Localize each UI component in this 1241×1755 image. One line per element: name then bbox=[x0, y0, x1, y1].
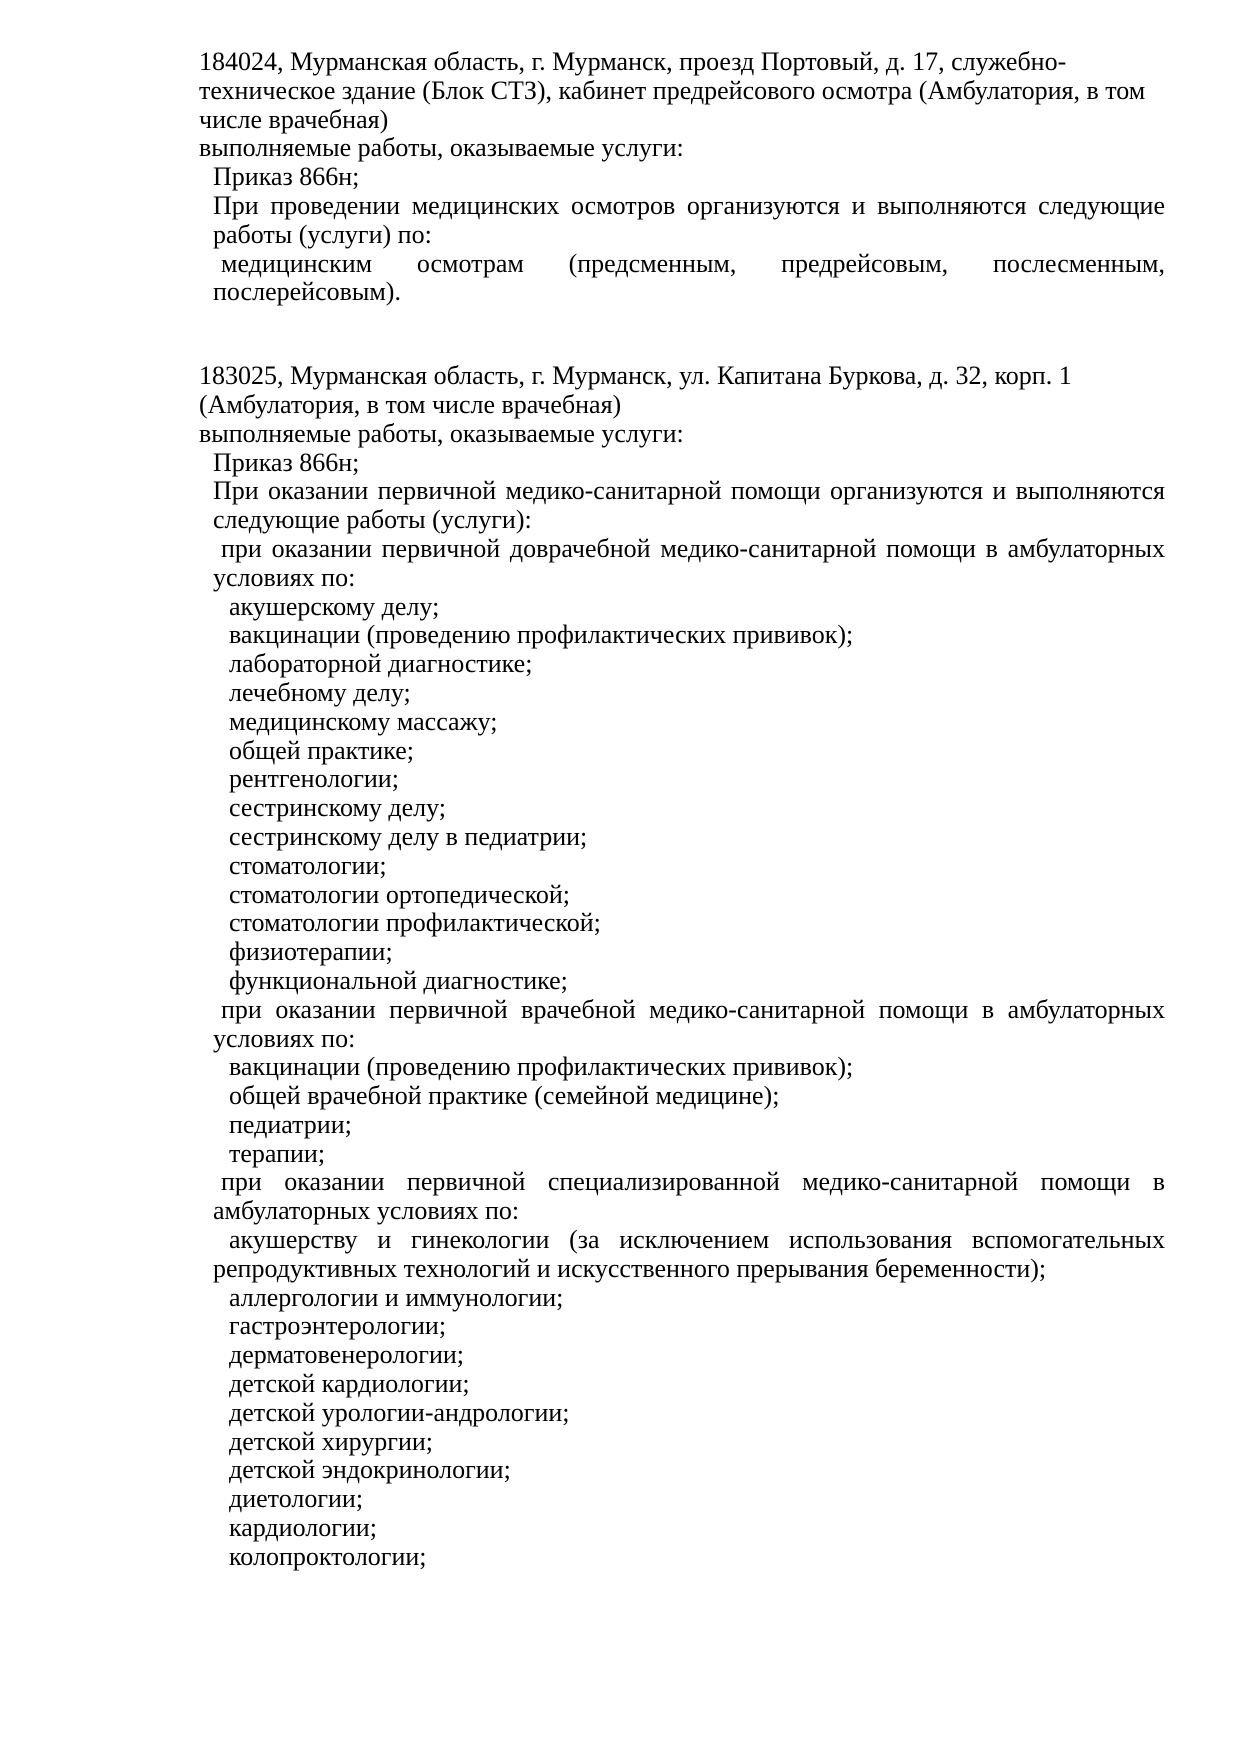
document-line: репродуктивных технологий и искусственного прерывания беременности); bbox=[213, 1253, 1047, 1283]
document-line: стоматологии профилактической; bbox=[229, 908, 601, 938]
document-line: лабораторной диагностике; bbox=[229, 649, 533, 679]
document-line: условиях по: bbox=[213, 562, 356, 592]
document-line: вакцинации (проведению профилактических прививок); bbox=[229, 1052, 854, 1082]
document-line: колопроктологии; bbox=[229, 1541, 427, 1571]
document-line: техническое здание (Блок СТЗ), кабинет предрейсового осмотра (Амбулатория, в том bbox=[199, 75, 1146, 105]
document-line: стоматологии; bbox=[229, 850, 387, 880]
document-content bbox=[199, 48, 1165, 1572]
document-line: детской кардиологии; bbox=[229, 1369, 470, 1399]
document-line: (Амбулатория, в том числе врачебная) bbox=[199, 389, 622, 419]
document-line: вакцинации (проведению профилактических прививок); bbox=[229, 620, 854, 650]
document-line: медицинскому массажу; bbox=[229, 706, 498, 736]
document-line: сестринскому делу; bbox=[229, 793, 447, 823]
document-line: Приказ 866н; bbox=[213, 162, 360, 192]
document-line: общей практике; bbox=[229, 735, 414, 765]
document-line: функциональной диагностике; bbox=[229, 965, 568, 995]
document-line: выполняемые работы, оказываемые услуги: bbox=[199, 418, 684, 448]
document-line: послерейсовым). bbox=[213, 277, 401, 307]
document-line: лечебному делу; bbox=[229, 677, 411, 707]
document-line: стоматологии ортопедической; bbox=[229, 879, 571, 909]
document-line: при оказании первичной доврачебной медико-санитарной помощи в амбулаторных bbox=[221, 533, 1165, 563]
document-line: выполняемые работы, оказываемые услуги: bbox=[199, 133, 684, 163]
document-line: кардиологии; bbox=[229, 1513, 377, 1543]
document-line: детской эндокринологии; bbox=[229, 1455, 511, 1485]
document-line: терапии; bbox=[229, 1138, 326, 1168]
document-line: гастроэнтерологии; bbox=[229, 1311, 447, 1341]
document-line: рентгенологии; bbox=[229, 764, 399, 794]
document-line: дерматовенерологии; bbox=[229, 1340, 465, 1370]
document-line: аллергологии и иммунологии; bbox=[229, 1282, 564, 1312]
document-line: диетологии; bbox=[229, 1484, 364, 1514]
location-183025 bbox=[199, 362, 1165, 1571]
location-184024 bbox=[199, 48, 1165, 307]
document-line: Приказ 866н; bbox=[213, 447, 360, 477]
document-line: числе врачебная) bbox=[199, 104, 389, 134]
document-line: акушерскому делу; bbox=[229, 591, 440, 621]
document-line: при оказании первичной врачебной медико-санитарной помощи в амбулаторных bbox=[221, 994, 1165, 1024]
document-line: при оказании первичной специализированной медико-санитарной помощи в bbox=[221, 1167, 1165, 1197]
document-line: условиях по: bbox=[213, 1023, 356, 1053]
document-line: педиатрии; bbox=[229, 1109, 352, 1139]
document-line: сестринскому делу в педиатрии; bbox=[229, 821, 588, 851]
document-line: работы (услуги) по: bbox=[213, 219, 432, 249]
document-line: При проведении медицинских осмотров организуются и выполняются следующие bbox=[213, 190, 1165, 220]
document-line: акушерству и гинекологии (за исключением использования вспомогательных bbox=[229, 1225, 1165, 1255]
document-line: детской урологии-андрологии; bbox=[229, 1397, 570, 1427]
document-line: амбулаторных условиях по: bbox=[213, 1196, 520, 1226]
document-line: 184024, Мурманская область, г. Мурманск, проезд Портовый, д. 17, служебно- bbox=[199, 47, 1067, 76]
document-line: детской хирургии; bbox=[229, 1426, 434, 1456]
document-line: При оказании первичной медико-санитарной помощи организуются и выполняются bbox=[213, 476, 1165, 506]
document-line: общей врачебной практике (семейной медицине); bbox=[229, 1081, 780, 1111]
document-line: 183025, Мурманская область, г. Мурманск, ул. Капитана Буркова, д. 32, корп. 1 bbox=[199, 361, 1072, 391]
document-line: физиотерапии; bbox=[229, 937, 393, 967]
document-line: следующие работы (услуги): bbox=[213, 505, 532, 535]
document-line: медицинским осмотрам (предсменным, предрейсовым, послесменным, bbox=[221, 248, 1165, 278]
